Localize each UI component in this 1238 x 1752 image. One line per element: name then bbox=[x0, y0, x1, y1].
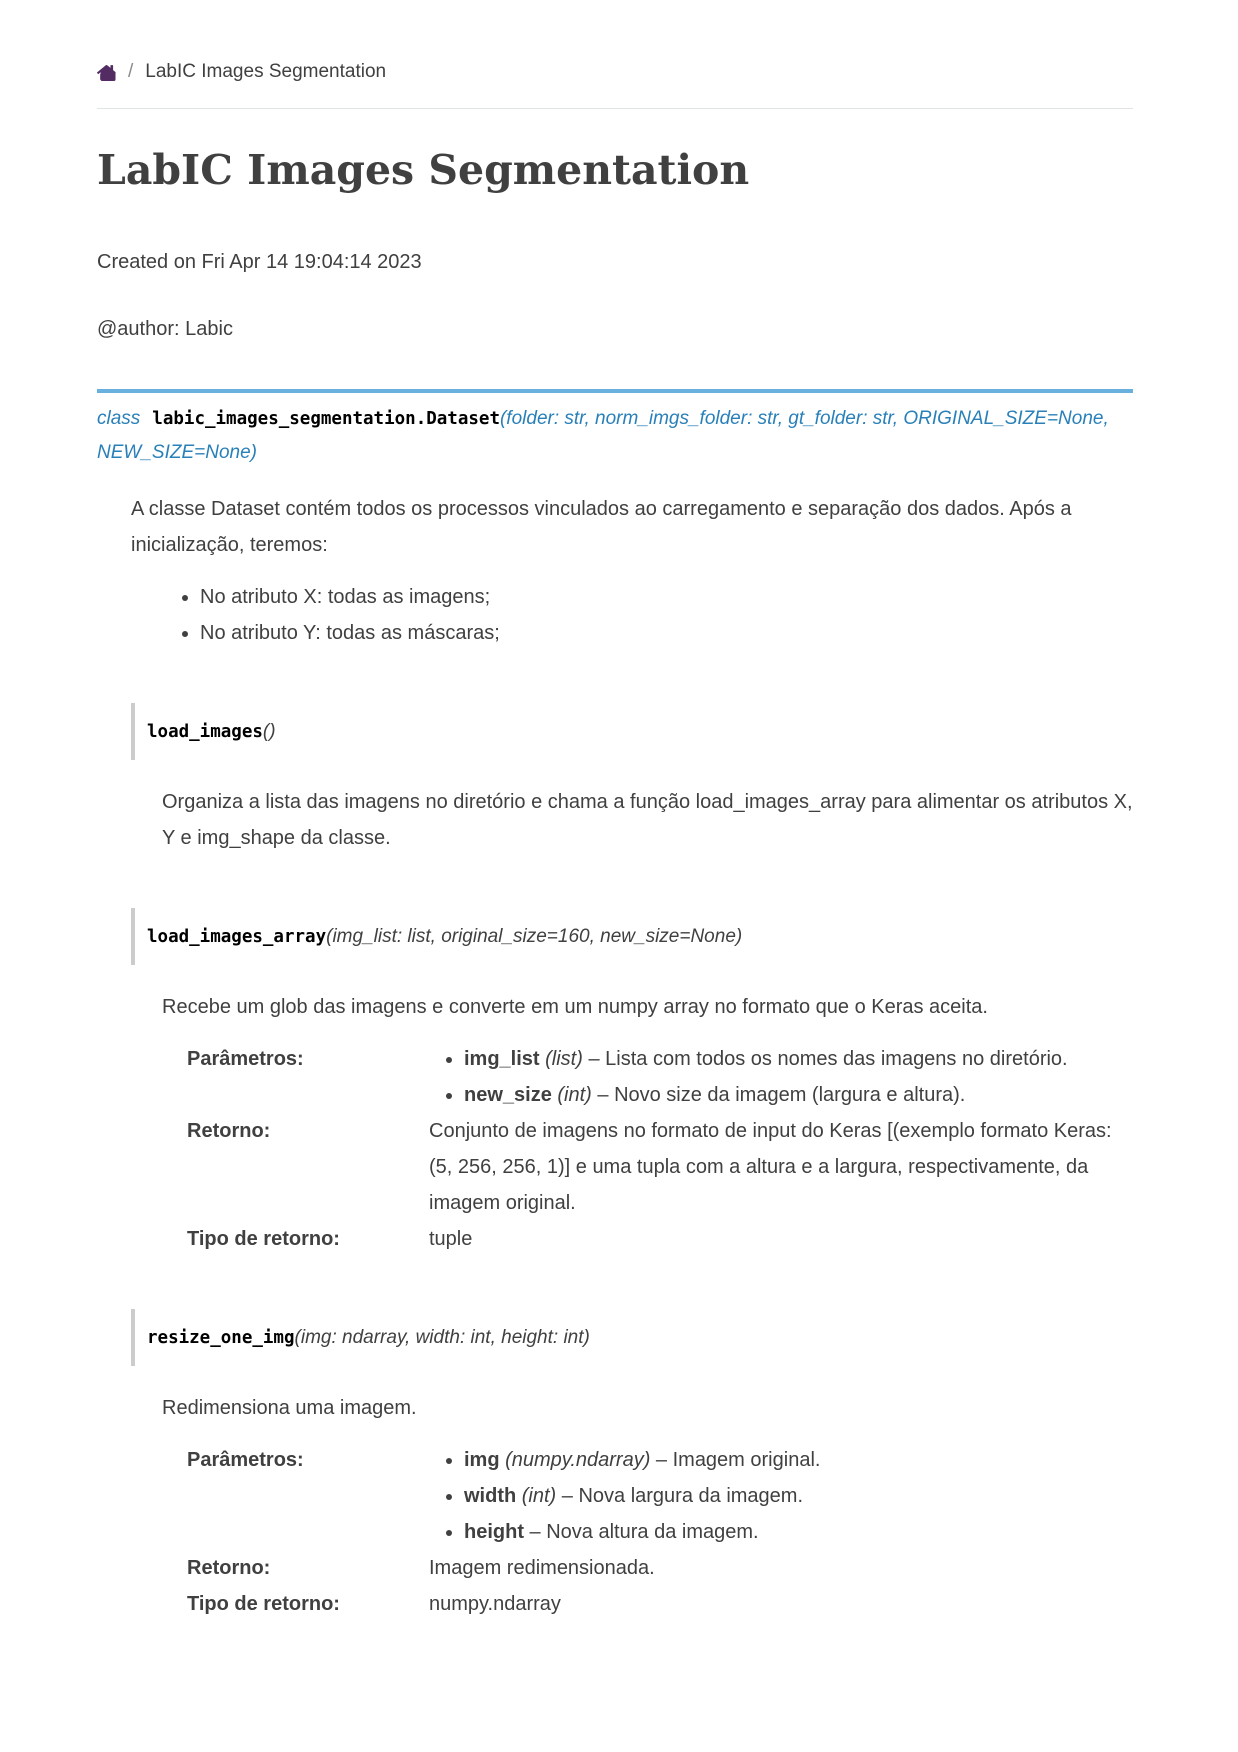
method-body bbox=[162, 1390, 1133, 1622]
parameter-name: new_size bbox=[464, 1084, 552, 1107]
field-value: numpy.ndarray bbox=[429, 1593, 561, 1616]
method-description: Redimensiona uma imagem. bbox=[162, 1397, 417, 1420]
method-load-images-array bbox=[131, 908, 1133, 1257]
method-signature bbox=[131, 1309, 1133, 1366]
parameter-item bbox=[464, 1478, 1133, 1514]
breadcrumb-home-link[interactable] bbox=[97, 64, 116, 81]
field-list bbox=[162, 1442, 1133, 1622]
method-description: Organiza a lista das imagens no diretório e chama a função load_images_array para alimentar os atributos X, Y e img_shape da classe. bbox=[162, 791, 1133, 850]
class-body bbox=[131, 491, 1133, 1622]
parameter-list bbox=[429, 1442, 1133, 1550]
parameter-name: width bbox=[464, 1485, 517, 1508]
parameter-type: (int) bbox=[516, 1485, 557, 1508]
parameter-description: – Nova largura da imagem. bbox=[556, 1485, 804, 1508]
method-resize-one-img bbox=[131, 1309, 1133, 1622]
parameter-description: – Nova altura da imagem. bbox=[524, 1521, 759, 1544]
field-label: Tipo de retorno: bbox=[187, 1228, 340, 1251]
field-label: Parâmetros: bbox=[187, 1048, 304, 1071]
parameter-name: height bbox=[464, 1521, 524, 1544]
breadcrumb-current-page: LabIC Images Segmentation bbox=[145, 61, 387, 82]
parameter-item bbox=[464, 1442, 1133, 1478]
field-value: Conjunto de imagens no formato de input do Keras [(exemplo formato Keras: (5, 256, 256, 1)] e uma tupla com a altura e a largura, respectivamente, da imagem original. bbox=[429, 1120, 1112, 1215]
breadcrumb-divider bbox=[97, 108, 1133, 109]
parameter-list bbox=[429, 1041, 1133, 1113]
method-body bbox=[162, 784, 1133, 856]
author-line: @author: Labic bbox=[97, 318, 233, 341]
method-parameters: () bbox=[262, 721, 276, 743]
parameter-type: (int) bbox=[551, 1084, 592, 1107]
parameter-type: (list) bbox=[539, 1048, 583, 1071]
parameter-item bbox=[464, 1514, 1133, 1550]
class-signature bbox=[97, 389, 1133, 473]
field-value: Imagem redimensionada. bbox=[429, 1557, 655, 1580]
class-name: labic_images_segmentation.Dataset bbox=[152, 409, 500, 430]
field-body bbox=[429, 1041, 1133, 1113]
class-parameters: (folder: str, norm_imgs_folder: str, gt_folder: str, ORIGINAL_SIZE=None, NEW_SIZE=None) bbox=[97, 408, 1109, 464]
method-parameters: (img_list: list, original_size=160, new_size=None) bbox=[326, 926, 743, 948]
class-description: A classe Dataset contém todos os processos vinculados ao carregamento e separação dos dados. Após a inicialização, teremos: bbox=[131, 498, 1072, 557]
created-line: Created on Fri Apr 14 19:04:14 2023 bbox=[97, 251, 422, 274]
parameter-item bbox=[464, 1041, 1133, 1077]
field-label: Retorno: bbox=[187, 1557, 271, 1580]
class-attribute-list bbox=[131, 579, 1133, 651]
field-label: Tipo de retorno: bbox=[187, 1593, 340, 1616]
parameter-name: img bbox=[464, 1449, 500, 1472]
method-load-images bbox=[131, 703, 1133, 856]
method-signature bbox=[131, 703, 1133, 760]
method-parameters: (img: ndarray, width: int, height: int) bbox=[294, 1327, 590, 1349]
parameter-name: img_list bbox=[464, 1048, 540, 1071]
parameter-description: – Lista com todos os nomes das imagens no diretório. bbox=[582, 1048, 1068, 1071]
breadcrumb bbox=[97, 0, 1133, 84]
parameter-type: (numpy.ndarray) bbox=[499, 1449, 651, 1472]
method-name: load_images_array bbox=[147, 927, 327, 948]
method-name: resize_one_img bbox=[147, 1328, 295, 1349]
field-body bbox=[429, 1442, 1133, 1550]
method-name: load_images bbox=[147, 722, 263, 743]
field-value: tuple bbox=[429, 1228, 473, 1251]
list-item: • No atributo X: todas as imagens; bbox=[200, 579, 1133, 615]
method-signature bbox=[131, 908, 1133, 965]
class-keyword: class bbox=[97, 408, 141, 430]
parameter-description: – Imagem original. bbox=[650, 1449, 821, 1472]
home-icon bbox=[97, 64, 116, 81]
breadcrumb-separator: / bbox=[128, 61, 134, 82]
parameter-item bbox=[464, 1077, 1133, 1113]
field-label: Parâmetros: bbox=[187, 1449, 304, 1472]
field-list bbox=[162, 1041, 1133, 1257]
method-description: Recebe um glob das imagens e converte em um numpy array no formato que o Keras aceita. bbox=[162, 996, 988, 1019]
page-title: LabIC Images Segmentation bbox=[97, 146, 750, 194]
field-label: Retorno: bbox=[187, 1120, 271, 1143]
parameter-description: – Novo size da imagem (largura e altura). bbox=[591, 1084, 966, 1107]
list-item: • No atributo Y: todas as máscaras; bbox=[200, 615, 1133, 651]
method-body bbox=[162, 989, 1133, 1257]
class-definition bbox=[97, 389, 1133, 1622]
